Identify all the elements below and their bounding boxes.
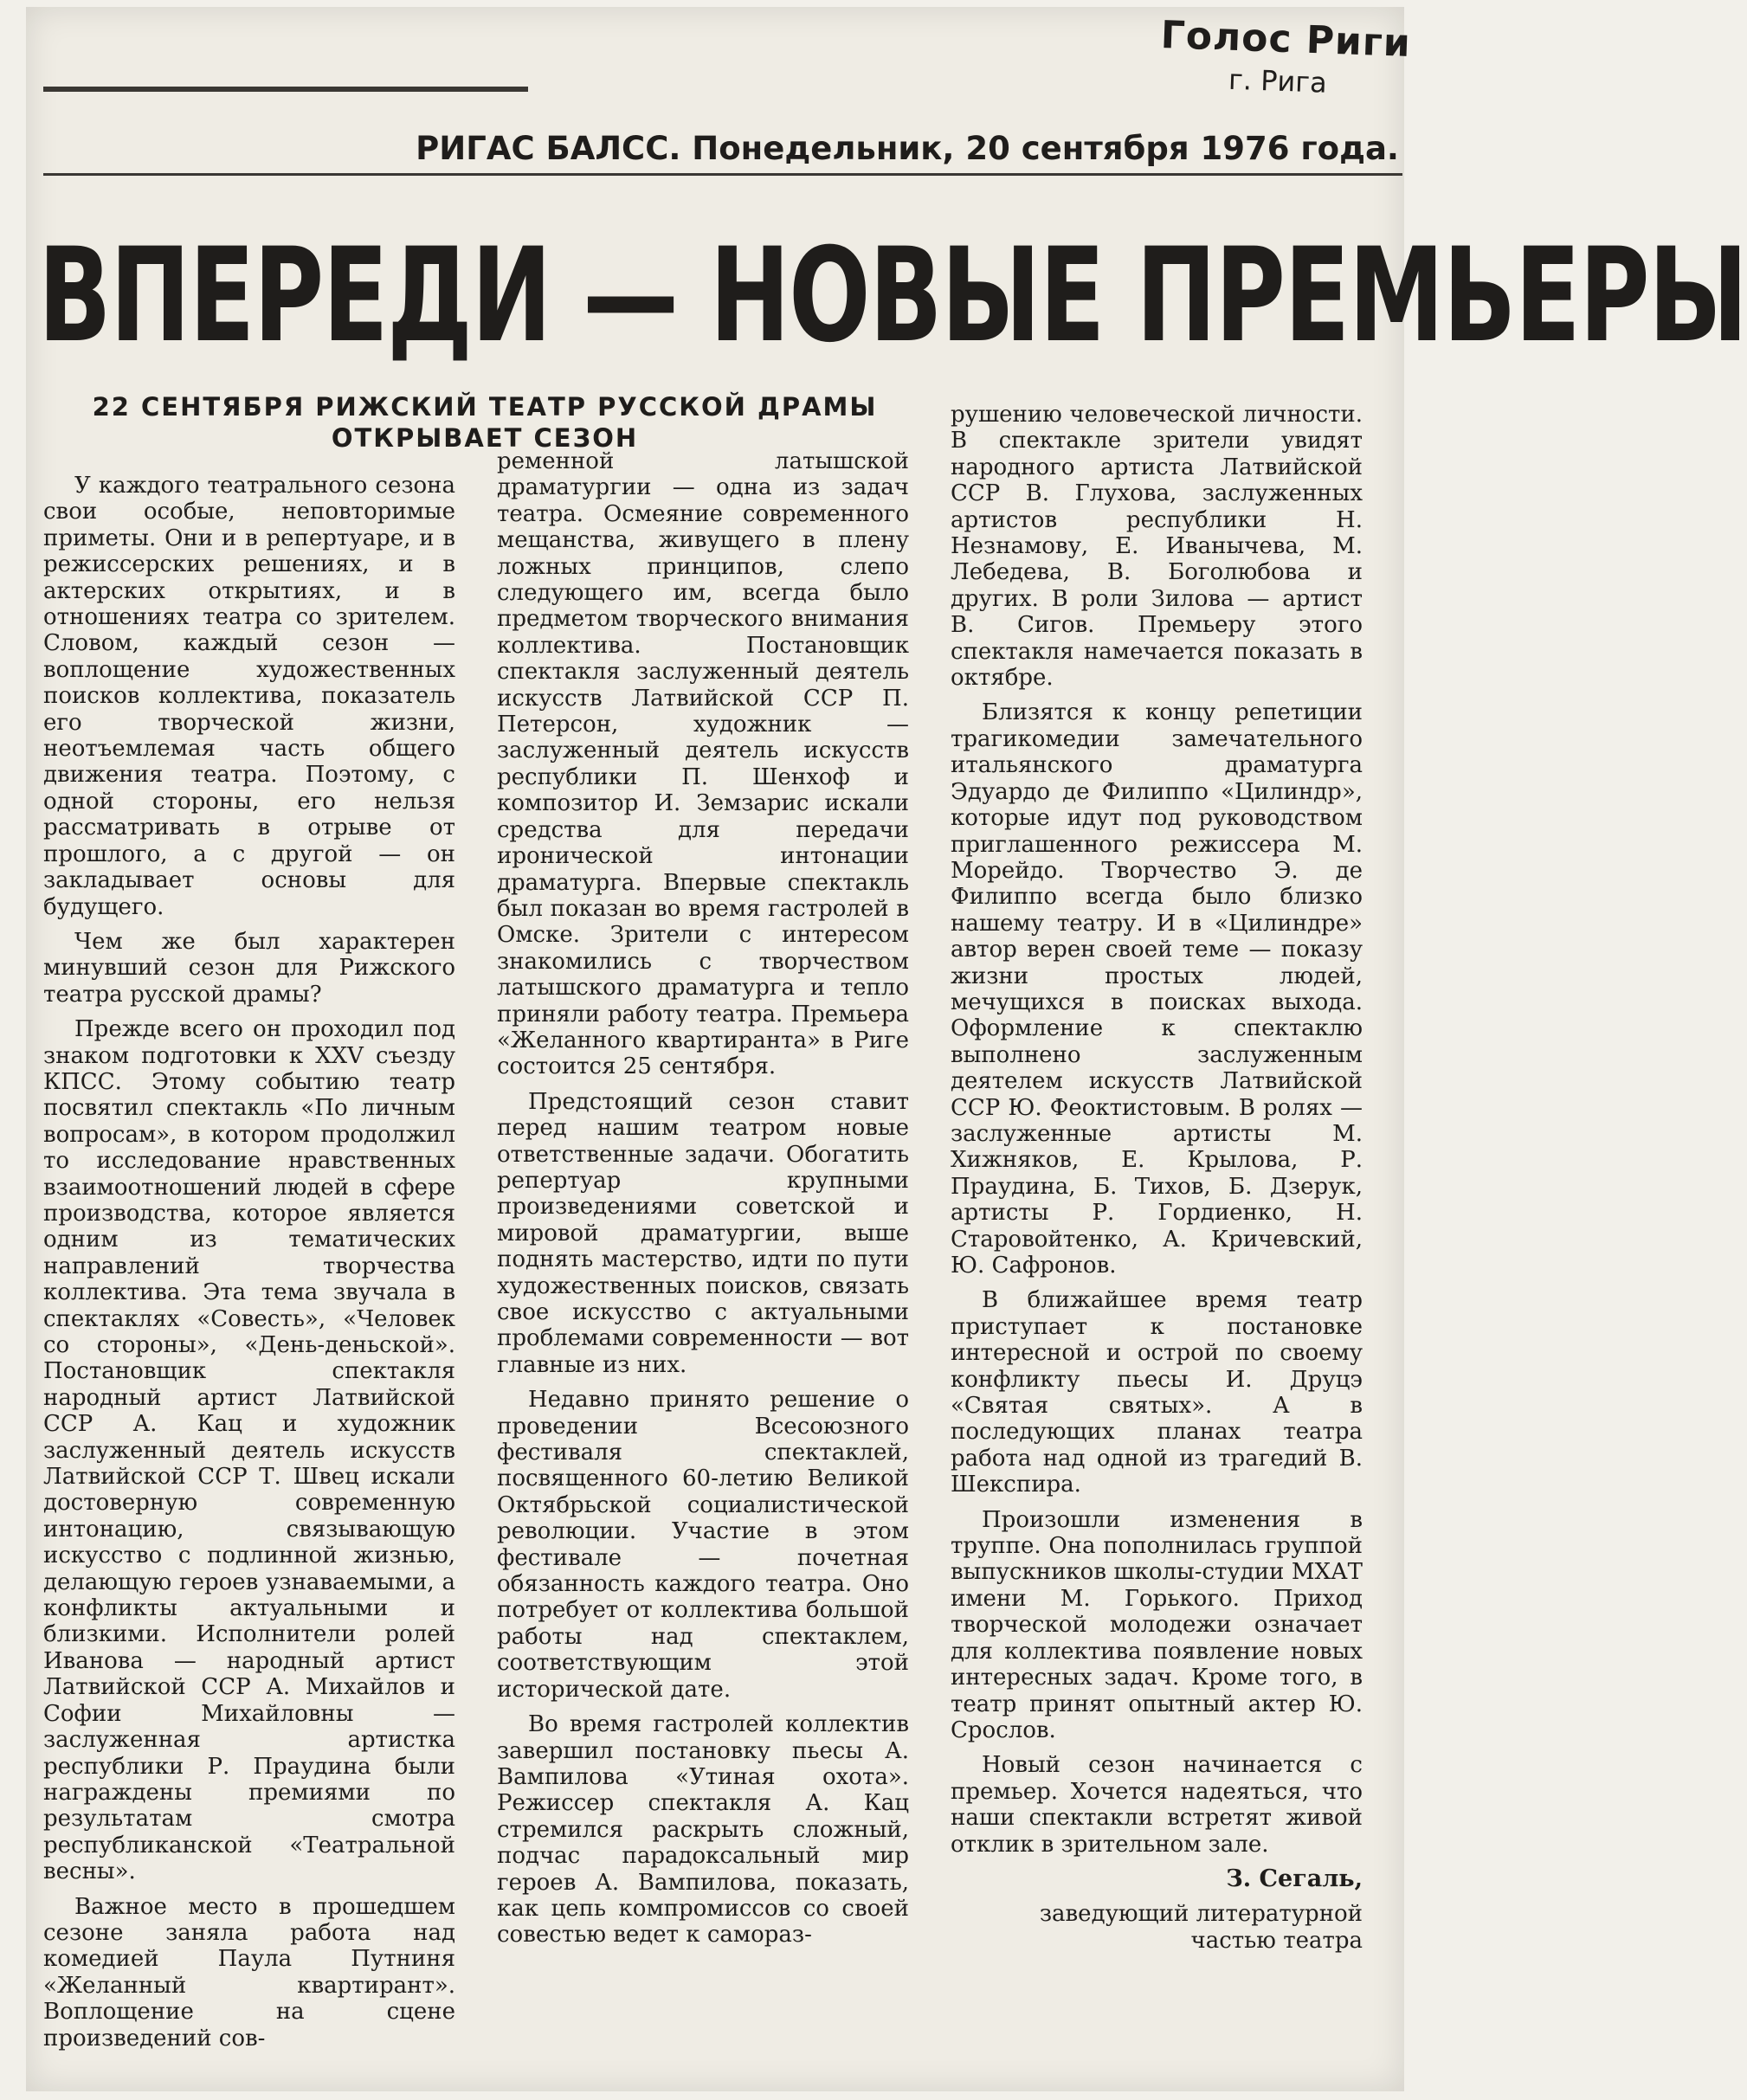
paragraph: У каждого театрального сезона свои особые, неповторимые приметы. Они и в репертуаре, и в режиссерских решениях, и в актерских открытиях, и в отношениях театра со зрителем. Словом, каждый сезон — воплощение художественных поисков коллектива, показатель его творческой жизни, неотъемлемая часть общего движения театра. Поэтому, с одной стороны, его нельзя рассматривать в отрыве от прошлого, а с другой — он закладывает основы для будущего.: [43, 473, 455, 920]
paragraph: Предстоящий сезон ставит перед нашим театром новые ответственные задачи. Обогатить репертуар крупными произведениями советской и мировой драматургии, выше поднять мастерство, идти по пути художественных поисков, связать свое искусство с актуальными проблемами современности — вот главные из них.: [497, 1088, 909, 1378]
text-column-1: [43, 473, 455, 2060]
stamp-city: г. Рига: [1228, 62, 1328, 100]
article-subheading: 22 СЕНТЯБРЯ РИЖСКИЙ ТЕАТР РУССКОЙ ДРАМЫ ОТКРЫВАЕТ СЕЗОН: [92, 392, 878, 453]
author-role: заведующий литературной частью театра: [1039, 1901, 1363, 1954]
paragraph: рушению человеческой личности. В спектакле зрители увидят народного артиста Латвийской ССР В. Глухова, заслуженных артистов республики Н. Незнамову, Е. Иванычева, М. Лебедева, В. Боголюбова и других. В роли Зилова — артист В. Сигов. Премьеру этого спектакля намечается показать в октябре.: [951, 402, 1363, 692]
paragraph: Чем же был характерен минувший сезон для Рижского театра русской драмы?: [43, 928, 455, 1008]
paragraph: В ближайшее время театр приступает к постановке интересной и острой по своему конфликту пьесы И. Друцэ «Святая святых». А в последующих планах театра работа над одной из трагедий В. Шекспира.: [951, 1287, 1363, 1498]
author-name: З. Сегаль,: [1226, 1865, 1363, 1892]
top-rule: [43, 87, 528, 92]
paragraph: Произошли изменения в труппе. Она пополнилась группой выпускников школы-студии МХАТ имени М. Горького. Приход творческой молодежи означает для коллектива появление новых интересных задач. Кроме того, в театр принят опытный актер Ю. Срослов.: [951, 1506, 1363, 1743]
text-column-2: [497, 448, 909, 1957]
paragraph: ременной латышской драматургии — одна из задач театра. Осмеяние современного мещанства, живущего в плену ложных принципов, слепо следующего им, всегда было предметом творческого внимания коллектива. Постановщик спектакля заслуженный деятель искусств Латвийской ССР П. Петерсон, художник — заслуженный деятель искусств республики П. Шенхоф и композитор И. Земзарис искали средства для передачи иронической интонации драматурга. Впервые спектакль был показан во время гастролей в Омске. Зрители с интересом знакомились с творчеством латышского драматурга и тепло приняли работу театра. Премьера «Желанного квартиранта» в Риге состоится 25 сентября.: [497, 448, 909, 1080]
paragraph: Новый сезон начинается с премьер. Хочется надеяться, что наши спектакли встретят живой отклик в зрительном зале.: [951, 1752, 1363, 1858]
source-stamp: [1158, 13, 1412, 102]
paragraph: Важное место в прошедшем сезоне заняла работа над комедией Паула Путниня «Желанный квартирант». Воплощение на сцене произведений сов-: [43, 1893, 455, 2052]
masthead-dateline: РИГАС БАЛСС. Понедельник, 20 сентября 1976 года.: [416, 130, 1399, 167]
article-headline: ВПЕРЕДИ — НОВЫЕ ПРЕМЬЕРЫ: [38, 221, 1747, 371]
paragraph: Близятся к концу репетиции трагикомедии замечательного итальянского драматурга Эдуардо де Филиппо «Цилиндр», которые идут под руководством приглашенного режиссера М. Морейдо. Творчество Э. де Филиппо всегда было близко нашему театру. И в «Цилиндре» автор верен своей теме — показу жизни простых людей, мечущихся в поисках выхода. Оформление к спектаклю выполнено заслуженным деятелем искусств Латвийской ССР Ю. Феоктистовым. В ролях — заслуженные артисты М. Хижняков, Е. Крылова, Р. Праудина, Б. Тихов, Б. Дзерук, артисты Р. Гордиенко, Н. Старовойтенко, А. Кричевский, Ю. Сафронов.: [951, 699, 1363, 1279]
paragraph: Прежде всего он проходил под знаком подготовки к XXV съезду КПСС. Этому событию театр посвятил спектакль «По личным вопросам», в котором продолжил то исследование нравственных взаимоотношений людей в сфере производства, которое является одним из тематических направлений творчества коллектива. Эта тема звучала в спектаклях «Совесть», «Человек со стороны», «День-деньской». Постановщик спектакля народный артист Латвийской ССР А. Кац и художник заслуженный деятель искусств Латвийской ССР Т. Швец искали достоверную современную интонацию, связывающую искусство с подлинной жизнью, делающую героев узнаваемыми, а конфликты актуальными и близкими. Исполнители ролей Иванова — народный артист Латвийской ССР А. Михайлов и Софии Михайловны — заслуженная артистка республики Р. Праудина были награждены премиями по результатам смотра республиканской «Театральной весны».: [43, 1016, 455, 1885]
paragraph: Недавно принято решение о проведении Всесоюзного фестиваля спектаклей, посвященного 60-летию Великой Октябрьской социалистической революции. Участие в этом фестивале — почетная обязанность каждого театра. Оно потребует от коллектива большой работы над спектаклем, соответствующим этой исторической дате.: [497, 1387, 909, 1703]
masthead-rule: [43, 173, 1402, 176]
stamp-newspaper-name: Голос Риги: [1159, 12, 1412, 67]
paragraph: Во время гастролей коллектив завершил постановку пьесы А. Вампилова «Утиная охота». Режиссер спектакля А. Кац стремился раскрыть сложный, подчас парадоксальный мир героев А. Вампилова, показать, как цепь компромиссов со своей совестью ведет к самораз-: [497, 1711, 909, 1949]
text-column-3: [951, 402, 1363, 1962]
